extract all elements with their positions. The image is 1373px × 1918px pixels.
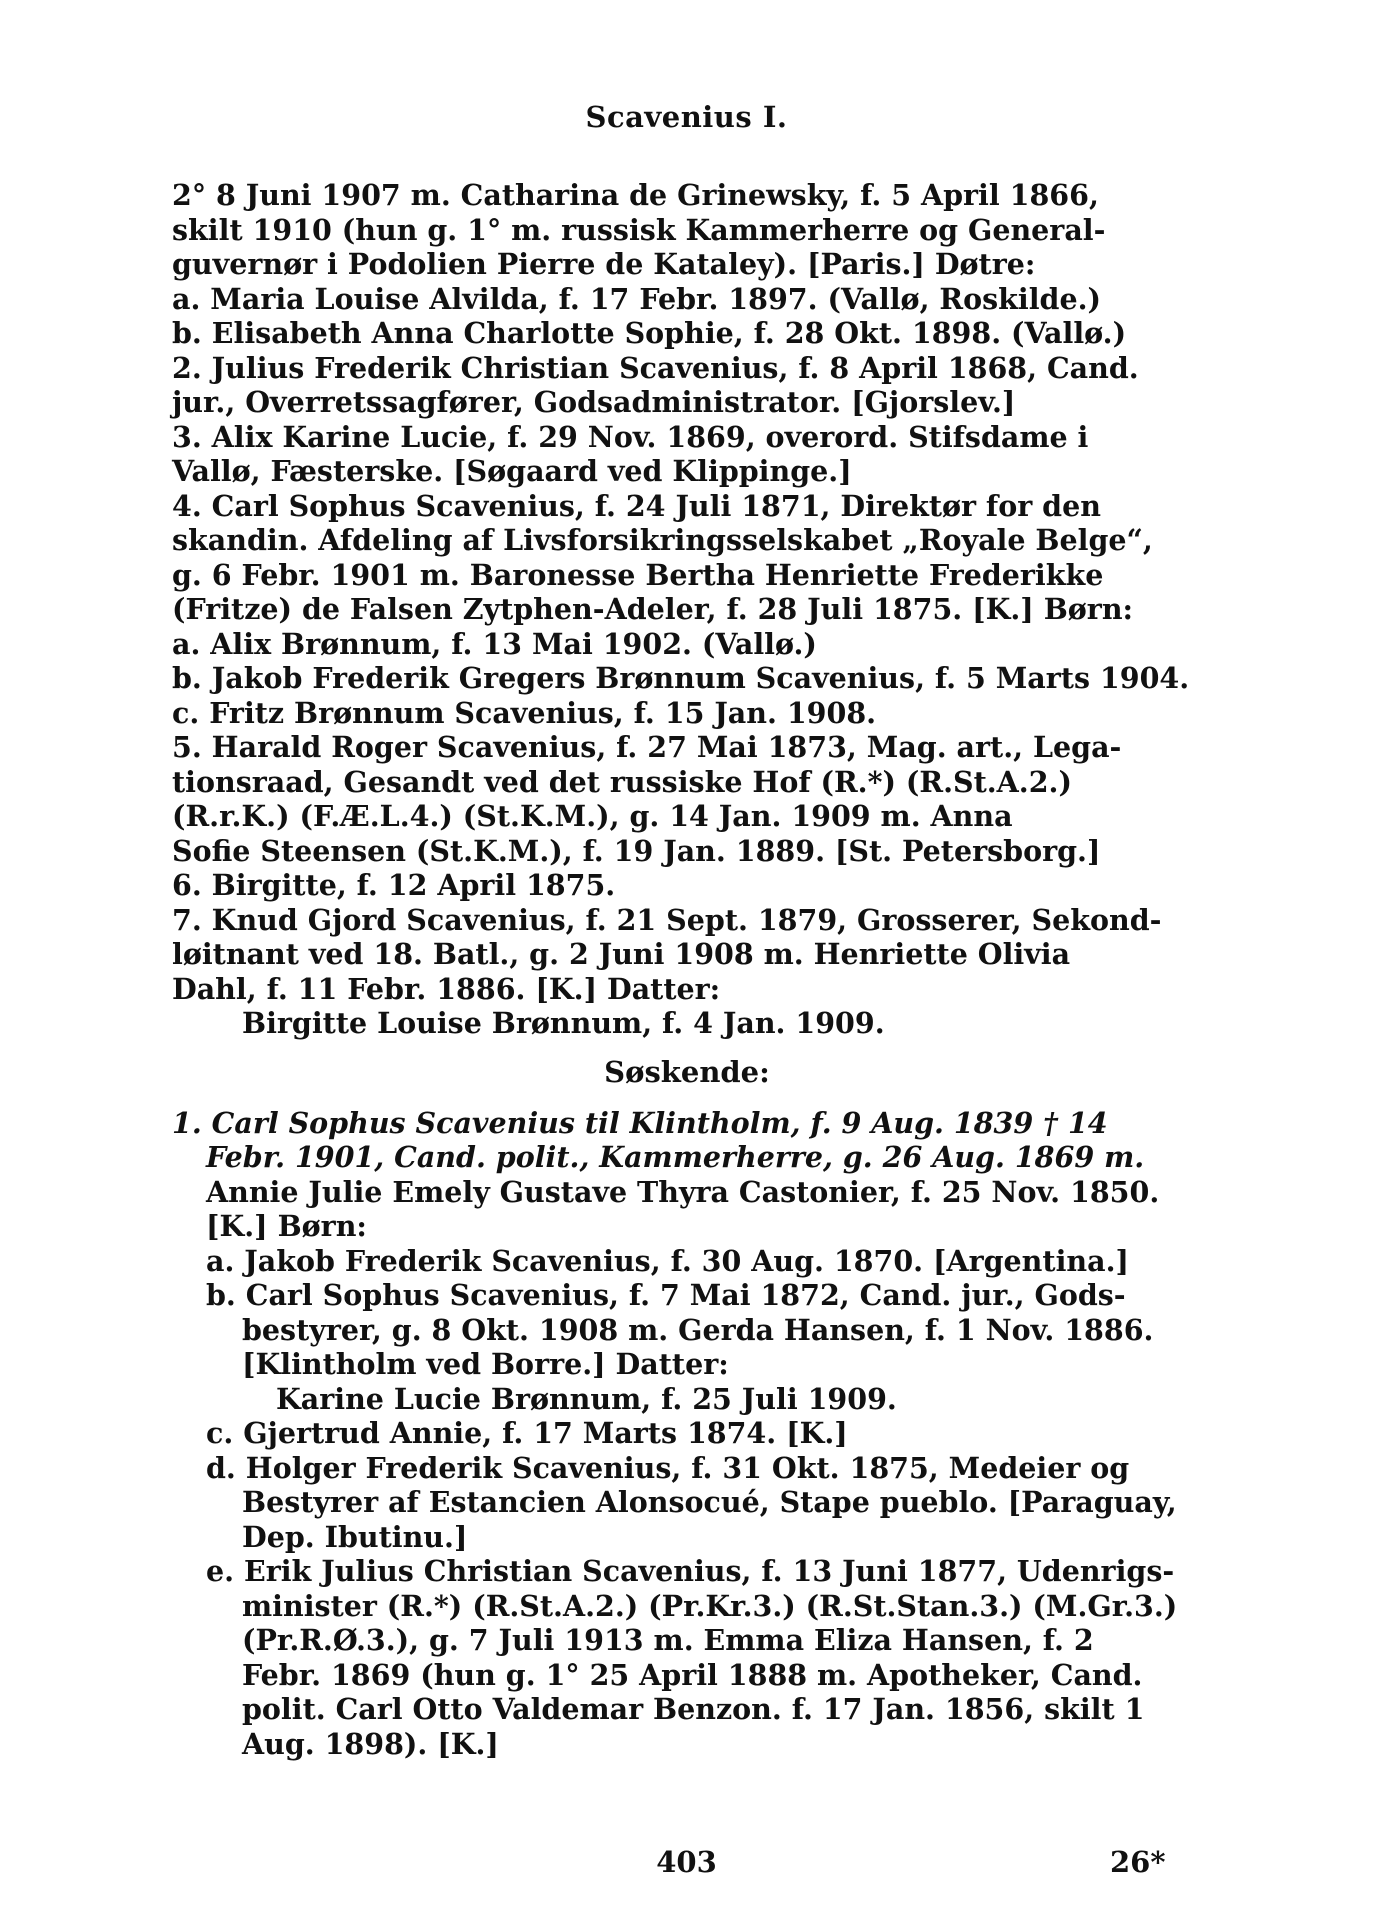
text-line: bestyrer, g. 8 Okt. 1908 m. Gerda Hansen, f. 1 Nov. 1886. xyxy=(242,1312,1154,1347)
text-line: Birgitte Louise Brønnum, f. 4 Jan. 1909. xyxy=(242,1006,885,1040)
text-line: Sofie Steensen (St.K.M.), f. 19 Jan. 1889. [St. Petersborg.] xyxy=(172,833,1101,868)
section-heading: Søskende: xyxy=(604,1055,770,1089)
text-line: Febr. 1901, Cand. polit., Kammerherre, g. 26 Aug. 1869 m. xyxy=(206,1140,1145,1174)
text-line: 7. Knud Gjord Scavenius, f. 21 Sept. 1879, Grosserer, Sekond- xyxy=(172,902,1162,937)
signature-mark: 26* xyxy=(1110,1845,1166,1879)
page-number: 403 xyxy=(656,1845,717,1879)
text-line: a. Jakob Frederik Scavenius, f. 30 Aug. 1870. [Argentina.] xyxy=(206,1243,1129,1278)
text-line: 2. Julius Frederik Christian Scavenius, f. 8 April 1868, Cand. xyxy=(172,350,1139,385)
text-line: 2° 8 Juni 1907 m. Catharina de Grinewsky, f. 5 April 1866, xyxy=(172,178,1099,212)
text-line: tionsraad, Gesandt ved det russiske Hof (R.*) (R.St.A.2.) xyxy=(172,764,1072,799)
text-line: minister (R.*) (R.St.A.2.) (Pr.Kr.3.) (R.St.Stan.3.) (M.Gr.3.) xyxy=(242,1588,1178,1623)
text-line: (Fritze) de Falsen Zytphen-Adeler, f. 28 Juli 1875. [K.] Børn: xyxy=(172,592,1134,626)
text-line: Annie Julie Emely Gustave Thyra Castonier, f. 25 Nov. 1850. xyxy=(206,1174,1160,1209)
section-siblings xyxy=(172,1055,1202,1761)
text-line: polit. Carl Otto Valdemar Benzon. f. 17 Jan. 1856, skilt 1 xyxy=(242,1692,1145,1726)
text-line: (Pr.R.Ø.3.), g. 7 Juli 1913 m. Emma Eliza Hansen, f. 2 xyxy=(242,1623,1094,1657)
text-line: Dahl, f. 11 Febr. 1886. [K.] Datter: xyxy=(172,971,721,1006)
text-line: løitnant ved 18. Batl., g. 2 Juni 1908 m. Henriette Olivia xyxy=(172,937,1071,971)
text-line: Aug. 1898). [K.] xyxy=(242,1726,499,1761)
text-line: [K.] Børn: xyxy=(206,1209,367,1243)
text-line: d. Holger Frederik Scavenius, f. 31 Okt. 1875, Medeier og xyxy=(206,1450,1130,1485)
text-line: a. Alix Brønnum, f. 13 Mai 1902. (Vallø.) xyxy=(172,626,817,661)
text-line: Vallø, Fæsterske. [Søgaard ved Klippinge.] xyxy=(172,454,852,488)
text-line: c. Fritz Brønnum Scavenius, f. 15 Jan. 1908. xyxy=(172,695,877,730)
text-line: b. Carl Sophus Scavenius, f. 7 Mai 1872, Cand. jur., Gods- xyxy=(206,1278,1126,1312)
text-line: skandin. Afdeling af Livsforsikringsselskabet „Royale Belge“, xyxy=(172,523,1153,557)
text-line: Karine Lucie Brønnum, f. 25 Juli 1909. xyxy=(276,1381,897,1416)
text-line: Dep. Ibutinu.] xyxy=(242,1519,468,1554)
text-line: guvernør i Podolien Pierre de Kataley). [Paris.] Døtre: xyxy=(172,247,1036,281)
text-line: 5. Harald Roger Scavenius, f. 27 Mai 1873, Mag. art., Lega- xyxy=(172,730,1122,764)
text-line: jur., Overretssagfører, Godsadministrator. [Gjorslev.] xyxy=(172,385,1016,419)
text-line: Febr. 1869 (hun g. 1° 25 April 1888 m. Apotheker, Cand. xyxy=(242,1657,1143,1692)
text-line: g. 6 Febr. 1901 m. Baronesse Bertha Henriette Frederikke xyxy=(172,557,1104,592)
text-line: 1. Carl Sophus Scavenius til Klintholm, f. 9 Aug. 1839 † 14 xyxy=(172,1105,1108,1140)
text-line: Bestyrer af Estancien Alonsocué, Stape pueblo. [Paraguay, xyxy=(242,1485,1177,1519)
text-line: (R.r.K.) (F.Æ.L.4.) (St.K.M.), g. 14 Jan. 1909 m. Anna xyxy=(172,799,1013,833)
text-line: a. Maria Louise Alvilda, f. 17 Febr. 1897. (Vallø, Roskilde.) xyxy=(172,281,1102,316)
text-line: skilt 1910 (hun g. 1° m. russisk Kammerherre og General- xyxy=(172,212,1106,247)
text-line: 3. Alix Karine Lucie, f. 29 Nov. 1869, overord. Stifsdame i xyxy=(172,419,1089,454)
section-descendants xyxy=(172,178,1202,1041)
text-line: b. Jakob Frederik Gregers Brønnum Scavenius, f. 5 Marts 1904. xyxy=(172,661,1190,695)
text-line: 4. Carl Sophus Scavenius, f. 24 Juli 1871, Direktør for den xyxy=(172,488,1101,523)
text-line: 6. Birgitte, f. 12 April 1875. xyxy=(172,868,616,902)
text-line: b. Elisabeth Anna Charlotte Sophie, f. 28 Okt. 1898. (Vallø.) xyxy=(172,316,1127,350)
text-line: c. Gjertrud Annie, f. 17 Marts 1874. [K.] xyxy=(206,1416,848,1450)
running-head: Scavenius I. xyxy=(585,100,788,134)
text-line: e. Erik Julius Christian Scavenius, f. 13 Juni 1877, Udenrigs- xyxy=(206,1554,1175,1588)
text-line: [Klintholm ved Borre.] Datter: xyxy=(242,1347,729,1381)
